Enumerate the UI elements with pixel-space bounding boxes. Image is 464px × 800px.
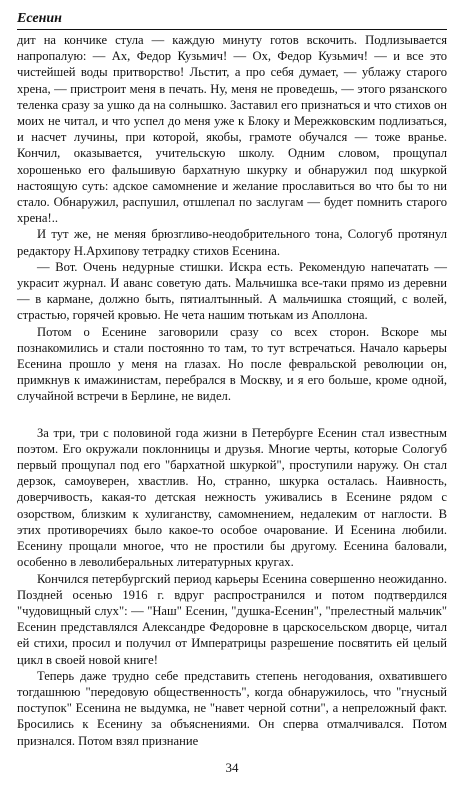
paragraph: И тут же, не меняя брюзгливо-неодобрительного тона, Сологуб протянул редактору Н.Архипову тетрадку стихов Есенина. [17,227,447,258]
section-break [17,405,447,425]
paragraph: За три, три с половиной года жизни в Петербурге Есенин стал известным поэтом. Его окружали поклонницы и друзья. Многие черты, которые Сологуб первый прощупал под его "бархатной шкуркой", проступили наружу. Он стал дерзок, самоуверен, хвастлив. Но, странно, шкурка осталась. Наивность, доверчивость, какая-то детская нежность уживались в Есенине рядом с озорством, близким к хулиганству, самомнением, недалеким от наглости. В этих противоречиях было какое-то особое очарование. И Есенина любили. Есенину прощали многое, что не простили бы другому. Есенина баловали, особенно в леволиберальных литературных кругах. [17,425,447,570]
running-header [17,10,447,32]
header-rule [17,29,447,30]
page-number: 34 [225,760,239,775]
paragraph: дит на кончике стула — каждую минуту готов вскочить. Подлизывается напропалую: — Ах, Федор Кузьмич! — Ох, Федор Кузьмич! — и все это чистейшей воды притворство! Льстит, а про себя думает, — ублажу старого хрена, — пристроит меня в печать. Ну, меня не проведешь, — этого рязанского теленка сразу за ушко да на солнышко. Заставил его признаться и что стихов он моих не читал, и что успел до меня уже к Блоку и Мережковским подлизаться, и насчет лучины, при которой, якобы, грамоте обучался — тоже вранье. Кончил, оказывается, учительскую школу. Одним словом, прощупал хорошенько его фальшивую бархатную шкурку и обнаружил под шкуркой настоящую суть: адское самомнение и желание прославиться во что бы то ни стало. Обнаружил, распушил, отшлепал по заслугам — будет помнить старого хрена!.. [17,33,447,226]
running-title: Есенин [17,11,62,26]
paragraph: Кончился петербургский период карьеры Есенина совершенно неожиданно. Поздней осенью 1916 г. вдруг распространился и потом подтвердился "чудовищный слух": — "Наш" Есенин, "душка-Есенин", "прелестный мальчик" Есенин представлялся Александре Федоровне в царскосельском дворце, читал ей стихи, просил и получил от Императрицы разрешение посвятить ей целый цикл в своей новой книге! [17,571,447,667]
paragraph: Потом о Есенине заговорили сразу со всех сторон. Вскоре мы познакомились и стали постоянно то там, то тут встречаться. Начало карьеры Есенина прошло у меня на глазах. Но после февральской революции он, примкнув к имажинистам, перебрался в Москву, и я его больше, кроме одной, случайной встречи в Берлине, не видел. [17,324,447,404]
paragraph: Теперь даже трудно себе представить степень негодования, охватившего тогдашнюю "передовую общественность", когда обнаружилось, что "гнусный поступок" Есенина не выдумка, не "навет черной сотни", а непреложный факт. Бросились к Есенину за объяснениями. Он сперва отмалчивался. Потом признался. Потом взял признание [17,668,447,748]
paragraph: — Вот. Очень недурные стишки. Искра есть. Рекомендую напечатать — украсит журнал. И аванс советую дать. Мальчишка все-таки прямо из деревни — в кармане, должно быть, пятиалтынный. А мальчишка стоящий, с волей, страстью, горячей кровью. Не чета нашим тютькам из Аполлона. [17,259,447,323]
body-text [17,32,447,749]
